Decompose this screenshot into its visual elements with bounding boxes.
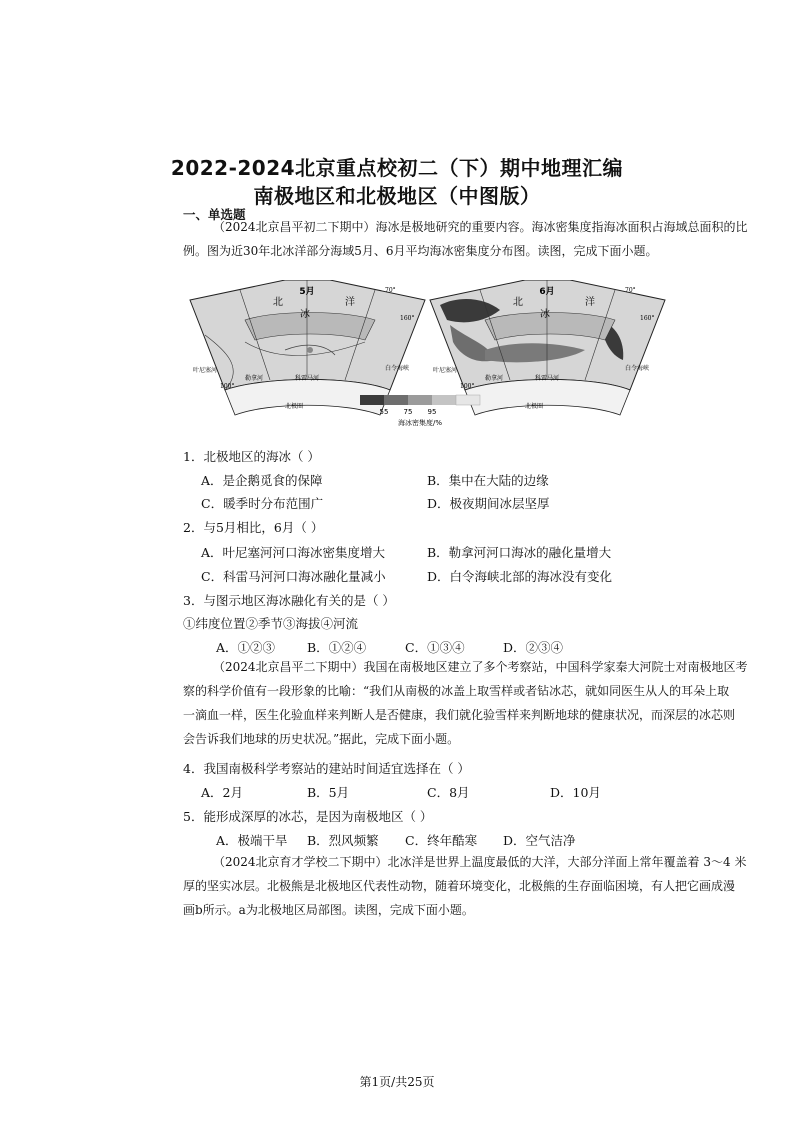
- intro3-line2: 厚的坚实冰层。北极熊是北极地区代表性动物，随着环境变化，北极熊的生存面临困境，有人把它画成漫: [183, 879, 736, 893]
- label-yenisei-left: 叶尼塞河: [193, 367, 218, 374]
- label-kolyma-right: 科雷马河: [535, 375, 560, 382]
- q5-option-d: D．空气洁净: [503, 833, 576, 848]
- q1-option-b: B．集中在大陆的边缘: [427, 473, 549, 488]
- legend-swatch-5: [456, 395, 480, 405]
- q3-option-d: D．②③④: [503, 640, 564, 655]
- label-160-left: 160°: [400, 315, 415, 322]
- label-arctic-circle-left: 北极圈: [285, 403, 304, 410]
- label-kolyma-left: 科雷马河: [295, 375, 320, 382]
- page-subtitle: 南极地区和北极地区（中图版）: [253, 184, 541, 208]
- label-lena-left: 勒拿河: [245, 375, 264, 382]
- question-3: 3．与图示地区海冰融化有关的是（ ）: [183, 593, 395, 608]
- page-title: 2022-2024北京重点校初二（下）期中地理汇编: [170, 156, 624, 180]
- legend-swatch-3: [408, 395, 432, 405]
- ocean-char-left-2: 冰: [300, 309, 310, 320]
- legend-swatch-4: [432, 395, 456, 405]
- q3-option-c: C．①③④: [405, 640, 465, 655]
- legend-tick-95: 95: [427, 408, 437, 416]
- label-70-right: 70°: [625, 287, 636, 294]
- intro1-line1: （2024北京昌平初二下期中）海冰是极地研究的重要内容。海冰密集度指海冰面积占海域总面积的比: [213, 220, 748, 234]
- q2-option-d: D．白令海峡北部的海冰没有变化: [427, 569, 613, 584]
- legend-swatch-1: [360, 395, 384, 405]
- ocean-char-left-1: 北: [273, 297, 283, 308]
- ocean-char-right-3: 洋: [585, 297, 595, 308]
- question-2: 2．与5月相比，6月（ ）: [183, 520, 324, 535]
- intro1-line2: 例。图为近30年北冰洋部分海域5月、6月平均海冰密集度分布图。读图，完成下面小题。: [183, 244, 658, 258]
- intro2-line3: 一滴血一样，医生化验血样来判断人是否健康，我们就化验雪样来判断地球的健康状况，而深层的冰芯则: [183, 708, 736, 722]
- q3-option-b: B．①②④: [307, 640, 367, 655]
- may-label: 5月: [299, 287, 315, 297]
- ocean-char-right-2: 冰: [540, 309, 550, 320]
- page-footer: 第1页/共25页: [359, 1075, 435, 1089]
- question-4: 4．我国南极科学考察站的建站时间适宜选择在（ ）: [183, 761, 470, 776]
- q2-option-c: C．科雷马河河口海冰融化量减小: [201, 569, 386, 584]
- q1-option-c: C．暖季时分布范围广: [201, 496, 324, 511]
- label-bering-left: 白令海峡: [385, 365, 410, 372]
- ocean-char-right-1: 北: [513, 297, 523, 308]
- intro3-line1: （2024北京育才学校二下期中）北冰洋是世界上温度最低的大洋，大部分洋面上常年覆盖着 3～4 米: [213, 855, 747, 869]
- intro2-line2: 察的科学价值有一段形象的比喻：“我们从南极的冰盖上取雪样或者钻冰芯，就如同医生从人的耳朵上取: [183, 684, 730, 698]
- legend-swatch-2: [384, 395, 408, 405]
- question-5: 5．能形成深厚的冰芯，是因为南极地区（ ）: [183, 809, 433, 824]
- q2-option-a: A．叶尼塞河河口海冰密集度增大: [201, 545, 386, 560]
- question-1: 1．北极地区的海冰（ ）: [183, 449, 320, 464]
- intro3-line3: 画b所示。a为北极地区局部图。读图，完成下面小题。: [183, 903, 474, 917]
- legend-title: 海冰密集度/%: [397, 419, 443, 427]
- label-bering-right: 白令海峡: [625, 365, 650, 372]
- q5-option-a: A．极端干旱: [216, 833, 288, 848]
- label-arctic-circle-right: 北极圈: [525, 403, 544, 410]
- sea-ice-map-figure: [185, 280, 670, 430]
- question-3-sub: ①纬度位置②季节③海拔④河流: [183, 616, 359, 631]
- section-heading: 一、单选题: [183, 207, 246, 222]
- q5-option-c: C．终年酷寒: [405, 833, 478, 848]
- q4-option-c: C．8月: [427, 785, 470, 800]
- q2-option-b: B．勒拿河河口海冰的融化量增大: [427, 545, 612, 560]
- label-70-left: 70°: [385, 287, 396, 294]
- intro2-line1: （2024北京昌平二下期中）我国在南极地区建立了多个考察站，中国科学家秦大河院士对南极地区考: [213, 660, 748, 674]
- q3-option-a: A．①②③: [216, 640, 276, 655]
- q5-option-b: B．烈风频繁: [307, 833, 379, 848]
- legend-tick-55: 55: [379, 408, 389, 416]
- intro2-line4: 会告诉我们地球的历史状况。”据此，完成下面小题。: [183, 732, 460, 746]
- label-100-right: 100°: [460, 383, 475, 390]
- q4-option-b: B．5月: [307, 785, 350, 800]
- ocean-char-left-3: 洋: [345, 297, 355, 308]
- label-lena-right: 勒拿河: [485, 375, 504, 382]
- q4-option-d: D．10月: [550, 785, 601, 800]
- label-100-left: 100°: [220, 383, 235, 390]
- q1-option-d: D．极夜期间冰层坚厚: [427, 496, 550, 511]
- q1-option-a: A．是企鹅觅食的保障: [201, 473, 323, 488]
- legend-tick-75: 75: [403, 408, 413, 416]
- q4-option-a: A．2月: [201, 785, 243, 800]
- label-160-right: 160°: [640, 315, 655, 322]
- label-yenisei-right: 叶尼塞河: [433, 367, 458, 374]
- june-label: 6月: [539, 287, 555, 297]
